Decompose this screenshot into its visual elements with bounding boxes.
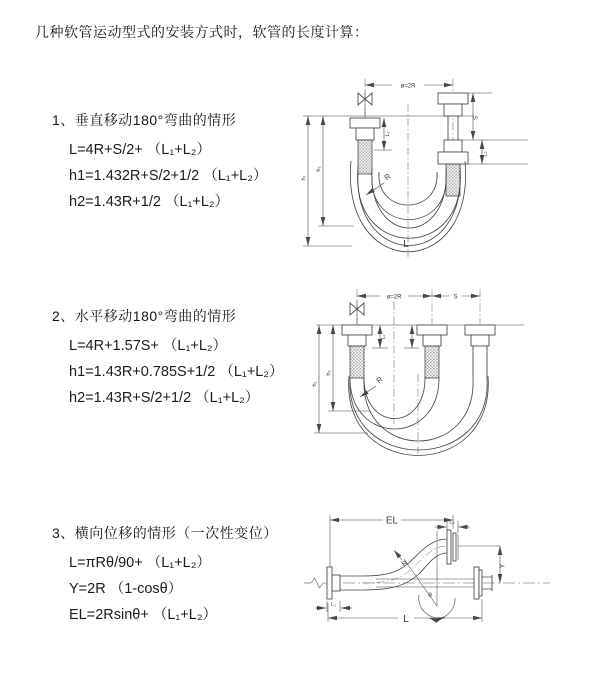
- section-heading: 1、垂直移动180°弯曲的情形: [52, 112, 237, 128]
- centerline: [304, 578, 550, 588]
- dimension-l2: [482, 140, 489, 164]
- dimension-diameter-2r: [365, 84, 453, 90]
- radius-label: R: [382, 171, 393, 183]
- section-lateral-displacement: [52, 523, 278, 633]
- dim-label-l1: L₁: [385, 131, 391, 137]
- dim-label-2r: ø=2R: [386, 294, 402, 301]
- formula-h2: h2=1.43R+S/2+1/2 （L₁+L₂）: [69, 390, 260, 406]
- formula-l: L=4R+S/2+ （L₁+L₂）: [69, 142, 211, 158]
- dim-label-s: S: [453, 294, 458, 301]
- dim-label-el: EL: [385, 515, 399, 527]
- section-vertical-movement: [52, 110, 267, 220]
- right-flange-fitting: [438, 93, 468, 196]
- radius-label: R: [400, 559, 410, 569]
- diagram-vertical-180-bend: [296, 66, 536, 262]
- middle-flange-fitting: [417, 325, 447, 378]
- formula-el: EL=2Rsinθ+ （L₁+L₂）: [69, 607, 217, 623]
- dim-label-h1: h₁: [312, 381, 318, 387]
- dim-label-h2: h₂: [316, 166, 322, 172]
- dimension-s: [462, 93, 528, 164]
- formula-h1: h1=1.432R+S/2+1/2 （L₁+L₂）: [69, 168, 268, 184]
- formula-h2: h2=1.43R+1/2 （L₁+L₂）: [69, 194, 230, 210]
- section-horizontal-movement: [52, 306, 283, 416]
- dim-label-l1: L₁: [331, 602, 336, 608]
- right-flange-fitting: [465, 325, 495, 378]
- section-heading: 2、水平移动180°弯曲的情形: [52, 308, 237, 324]
- angle-label: θ: [428, 592, 432, 599]
- dim-label-l2: L₂: [449, 519, 455, 526]
- dimension-l1: [372, 325, 388, 348]
- dimension-h2: [316, 116, 354, 226]
- section-heading: 3、横向位移的情形（一次性变位）: [52, 525, 278, 541]
- formula-l: L=4R+1.57S+ （L₁+L₂）: [69, 338, 228, 354]
- dimension-s: [432, 295, 480, 301]
- dim-label-s: S: [473, 115, 480, 121]
- dimension-l: [328, 599, 482, 625]
- left-flange-fitting: [350, 118, 380, 174]
- dimension-l2: [435, 520, 470, 534]
- break-mark: [311, 578, 323, 588]
- dim-label-l2: L₂: [482, 151, 489, 157]
- braided-hose: [358, 140, 372, 174]
- length-label: L: [403, 239, 409, 250]
- braided-hose: [350, 346, 364, 378]
- valve-icon: [358, 90, 372, 118]
- braided-hose: [446, 164, 460, 196]
- dim-label-h2: h₂: [326, 370, 332, 376]
- braided-hose: [425, 346, 439, 378]
- dimension-h1: [301, 116, 352, 246]
- radius-callout: [394, 550, 409, 568]
- formula-y: Y=2R （1-cosθ）: [69, 581, 183, 597]
- dimension-el: [330, 515, 453, 573]
- diagram-lateral-displacement: [298, 503, 560, 645]
- dim-label-2r: ø=2R: [400, 83, 416, 90]
- dim-label-l1: L₁: [380, 334, 387, 340]
- u-bend-hose-arcs: [349, 376, 489, 456]
- radius-label: R: [374, 374, 385, 386]
- dimension-diameter-2r: [357, 295, 432, 301]
- upper-flange-fitting: [447, 530, 458, 564]
- dim-label-y: Y: [499, 563, 507, 569]
- dim-label-l: L: [403, 614, 409, 625]
- page-title: 几种软管运动型式的安装方式时，软管的长度计算：: [35, 24, 369, 40]
- diagram-horizontal-180-bend: [306, 276, 546, 462]
- left-flange-fitting: [342, 325, 372, 378]
- formula-l: L=πRθ/90+ （L₁+L₂）: [69, 555, 211, 571]
- dim-label-h1: h₁: [301, 175, 307, 181]
- valve-icon: [350, 300, 364, 325]
- formula-h1: h1=1.43R+0.785S+1/2 （L₁+L₂）: [69, 364, 284, 380]
- dimension-l1: [315, 601, 352, 612]
